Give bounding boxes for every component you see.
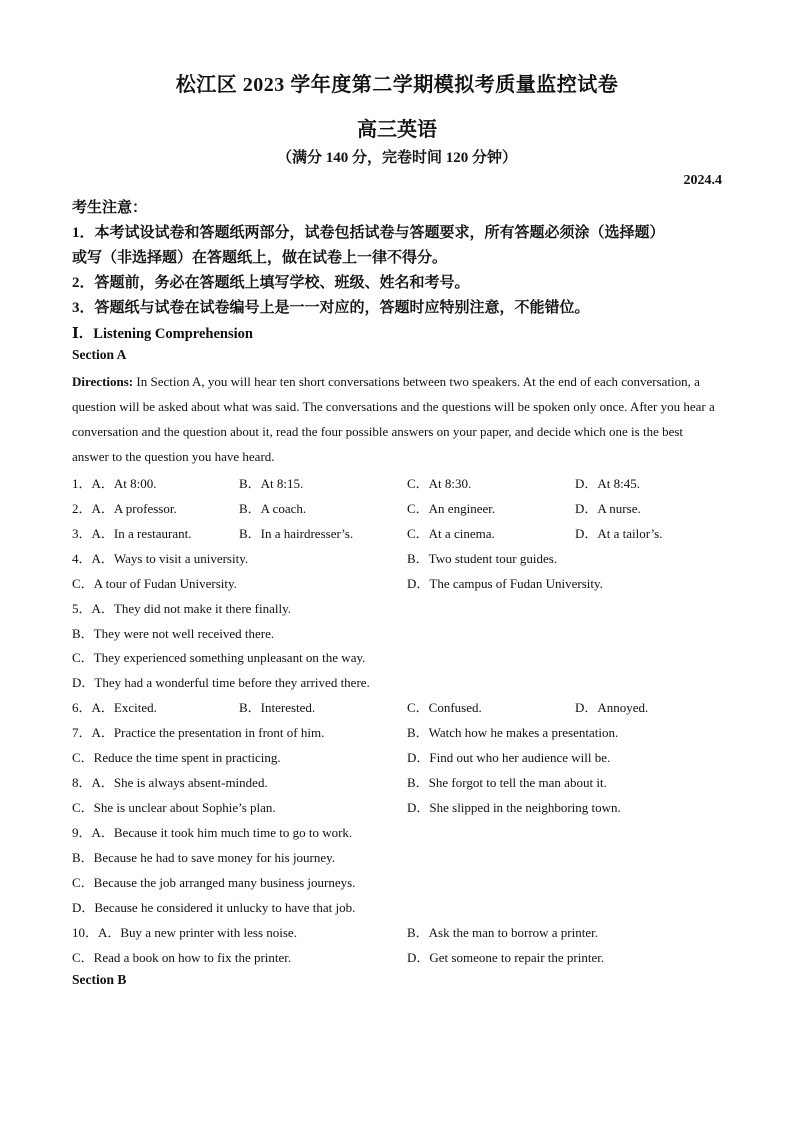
directions-text: In Section A, you will hear ten short conversations between two speakers. At the end of each conversation, a question will be asked about what was said. The conversations and the questions will be spoken only once. After you hear a conversation and the question about it, read the four possible answers on your paper, and decide which one is the best answer to the question you have heard. xyxy=(72,374,715,464)
question-10 xyxy=(72,922,722,947)
option-d: D．At 8:45. xyxy=(575,476,641,491)
option-b: B．Interested. xyxy=(239,700,316,715)
option-a: 3．A．In a restaurant. xyxy=(72,526,192,541)
question-6 xyxy=(72,697,722,722)
notice-item-3: 3．答题纸与试卷在试卷编号上是一一对应的，答题时应特别注意，不能错位。 xyxy=(72,300,590,316)
option-a: 6．A．Excited. xyxy=(72,700,157,715)
option-b: B．Ask the man to borrow a printer. xyxy=(407,925,598,940)
option-c: C．Confused. xyxy=(407,700,482,715)
option-a: 2．A．A professor. xyxy=(72,501,177,516)
option-c: C．Read a book on how to fix the printer. xyxy=(72,950,292,965)
option-c: C．They experienced something unpleasant on the way. xyxy=(72,650,366,665)
question-9-b xyxy=(72,847,722,872)
notice-item-1: 1．本考试设试卷和答题纸两部分，试卷包括试卷与答题要求，所有答题必须涂（选择题） xyxy=(72,225,665,241)
question-8-cont xyxy=(72,797,722,822)
option-d: D．They had a wonderful time before they arrived there. xyxy=(72,675,370,690)
question-9-c xyxy=(72,872,722,897)
score-time-note: （满分 140 分，完卷时间 120 分钟） xyxy=(276,150,517,166)
notice-item-2: 2．答题前，务必在答题纸上填写学校、班级、姓名和考号。 xyxy=(72,275,470,291)
option-b: B．She forgot to tell the man about it. xyxy=(407,775,607,790)
option-c: C．An engineer. xyxy=(407,501,496,516)
option-d: D．Find out who her audience will be. xyxy=(407,750,611,765)
option-b: B．At 8:15. xyxy=(239,476,304,491)
question-3 xyxy=(72,523,722,548)
directions-label: Directions: xyxy=(72,374,134,389)
option-b: B．Watch how he makes a presentation. xyxy=(407,725,619,740)
question-2 xyxy=(72,498,722,523)
option-a: 5．A．They did not make it there finally. xyxy=(72,601,292,616)
option-c: C．A tour of Fudan University. xyxy=(72,576,237,591)
section-a-title: Section A xyxy=(72,347,127,362)
option-b: B．Two student tour guides. xyxy=(407,551,558,566)
question-5-b xyxy=(72,623,722,648)
question-4 xyxy=(72,548,722,573)
question-5 xyxy=(72,598,722,623)
option-a: 10．A．Buy a new printer with less noise. xyxy=(72,925,297,940)
option-a: 7．A．Practice the presentation in front of him. xyxy=(72,725,325,740)
option-d: D．The campus of Fudan University. xyxy=(407,576,603,591)
option-a: 4．A．Ways to visit a university. xyxy=(72,551,249,566)
question-5-c xyxy=(72,647,722,672)
option-d: D．Because he considered it unlucky to have that job. xyxy=(72,900,356,915)
part-title: Ⅰ．Listening Comprehension xyxy=(72,326,253,342)
directions xyxy=(72,369,722,469)
option-c: C．She is unclear about Sophie’s plan. xyxy=(72,800,276,815)
question-10-cont xyxy=(72,947,722,972)
exam-title: 松江区 2023 学年度第二学期模拟考质量监控试卷 xyxy=(175,74,619,96)
question-4-cont xyxy=(72,573,722,598)
option-d: D．A nurse. xyxy=(575,501,641,516)
section-b-title: Section B xyxy=(72,972,127,987)
option-a: 9．A．Because it took him much time to go to work. xyxy=(72,825,353,840)
option-c: C．At 8:30. xyxy=(407,476,472,491)
option-b: B．A coach. xyxy=(239,501,307,516)
question-5-d xyxy=(72,672,722,697)
question-1 xyxy=(72,473,722,498)
option-a: 8．A．She is always absent-minded. xyxy=(72,775,268,790)
question-7 xyxy=(72,722,722,747)
option-d: D．At a tailor’s. xyxy=(575,526,663,541)
exam-date: 2024.4 xyxy=(683,173,722,188)
question-7-cont xyxy=(72,747,722,772)
option-b: B．In a hairdresser’s. xyxy=(239,526,354,541)
option-c: C．Because the job arranged many business journeys. xyxy=(72,875,356,890)
question-9 xyxy=(72,822,722,847)
option-c: C．Reduce the time spent in practicing. xyxy=(72,750,281,765)
exam-subject: 高三英语 xyxy=(357,119,437,141)
notice-item-1-cont: 或写（非选择题）在答题纸上，做在试卷上一律不得分。 xyxy=(72,250,448,266)
option-c: C．At a cinema. xyxy=(407,526,495,541)
option-d: D．Get someone to repair the printer. xyxy=(407,950,605,965)
option-b: B．Because he had to save money for his journey. xyxy=(72,850,336,865)
option-b: B．They were not well received there. xyxy=(72,626,275,641)
notice-heading: 考生注意： xyxy=(72,200,148,216)
option-a: 1．A．At 8:00. xyxy=(72,476,157,491)
option-d: D．She slipped in the neighboring town. xyxy=(407,800,621,815)
question-9-d xyxy=(72,897,722,922)
question-8 xyxy=(72,772,722,797)
option-d: D．Annoyed. xyxy=(575,700,649,715)
